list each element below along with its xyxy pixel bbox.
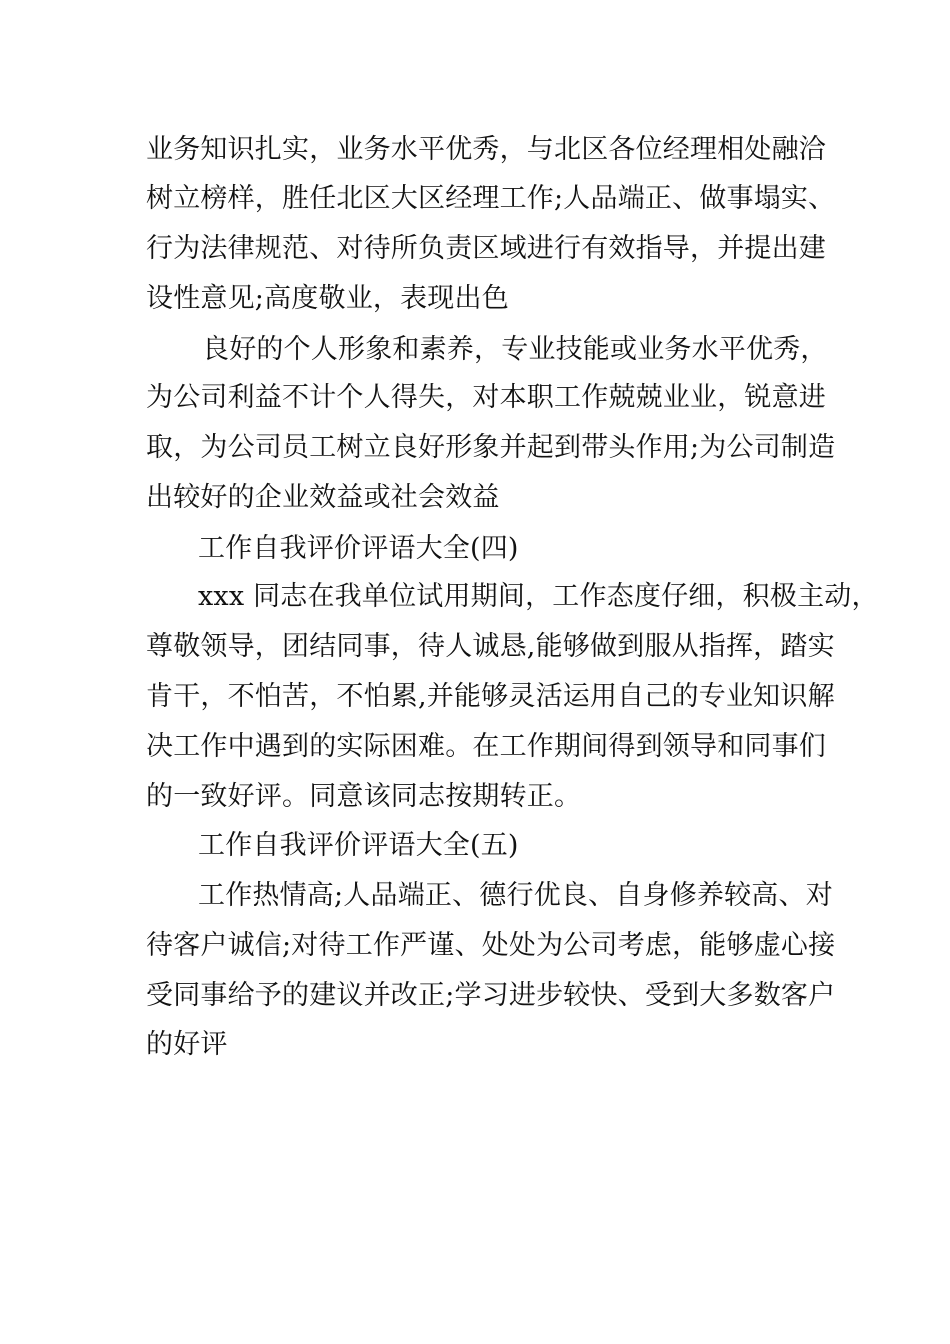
- paragraph-4-line-5: 的一致好评。同意该同志按期转正。: [146, 781, 582, 812]
- paragraph-1-line-1: 业务知识扎实，业务水平优秀，与北区各位经理相处融洽: [146, 134, 826, 165]
- paragraph-6-line-1: 工作热情高;人品端正、德行优良、自身修养较高、对: [198, 880, 833, 911]
- paragraph-2-line-1: 良好的个人形象和素养，专业技能或业务水平优秀，: [202, 334, 828, 365]
- paragraph-6-line-4: 的好评: [146, 1029, 228, 1060]
- paragraph-1-line-3: 行为法律规范、对待所负责区域进行有效指导，并提出建: [146, 233, 826, 264]
- paragraph-2-line-2: 为公司利益不计个人得失，对本职工作兢兢业业，锐意进: [146, 382, 826, 413]
- section-heading-5: 工作自我评价评语大全(五): [198, 830, 519, 861]
- paragraph-1-line-2: 树立榜样，胜任北区大区经理工作;人品端正、做事塌实、: [146, 183, 836, 214]
- paragraph-2-line-4: 出较好的企业效益或社会效益: [146, 482, 500, 513]
- paragraph-1-line-4: 设性意见;高度敬业，表现出色: [146, 283, 509, 314]
- paragraph-4-line-3: 肯干，不怕苦，不怕累,并能够灵活运用自己的专业知识解: [146, 681, 835, 712]
- paragraph-4-line-2: 尊敬领导，团结同事，待人诚恳,能够做到服从指挥，踏实: [146, 631, 835, 662]
- paragraph-6-line-3: 受同事给予的建议并改正;学习进步较快、受到大多数客户: [146, 980, 836, 1011]
- section-heading-4: 工作自我评价评语大全(四): [198, 533, 519, 564]
- paragraph-2-line-3: 取，为公司员工树立良好形象并起到带头作用;为公司制造: [146, 432, 836, 463]
- paragraph-4-line-1: xxx 同志在我单位试用期间，工作态度仔细，积极主动，: [198, 581, 879, 612]
- paragraph-6-line-2: 待客户诚信;对待工作严谨、处处为公司考虑，能够虚心接: [146, 930, 836, 961]
- paragraph-4-line-4: 决工作中遇到的实际困难。在工作期间得到领导和同事们: [146, 731, 826, 762]
